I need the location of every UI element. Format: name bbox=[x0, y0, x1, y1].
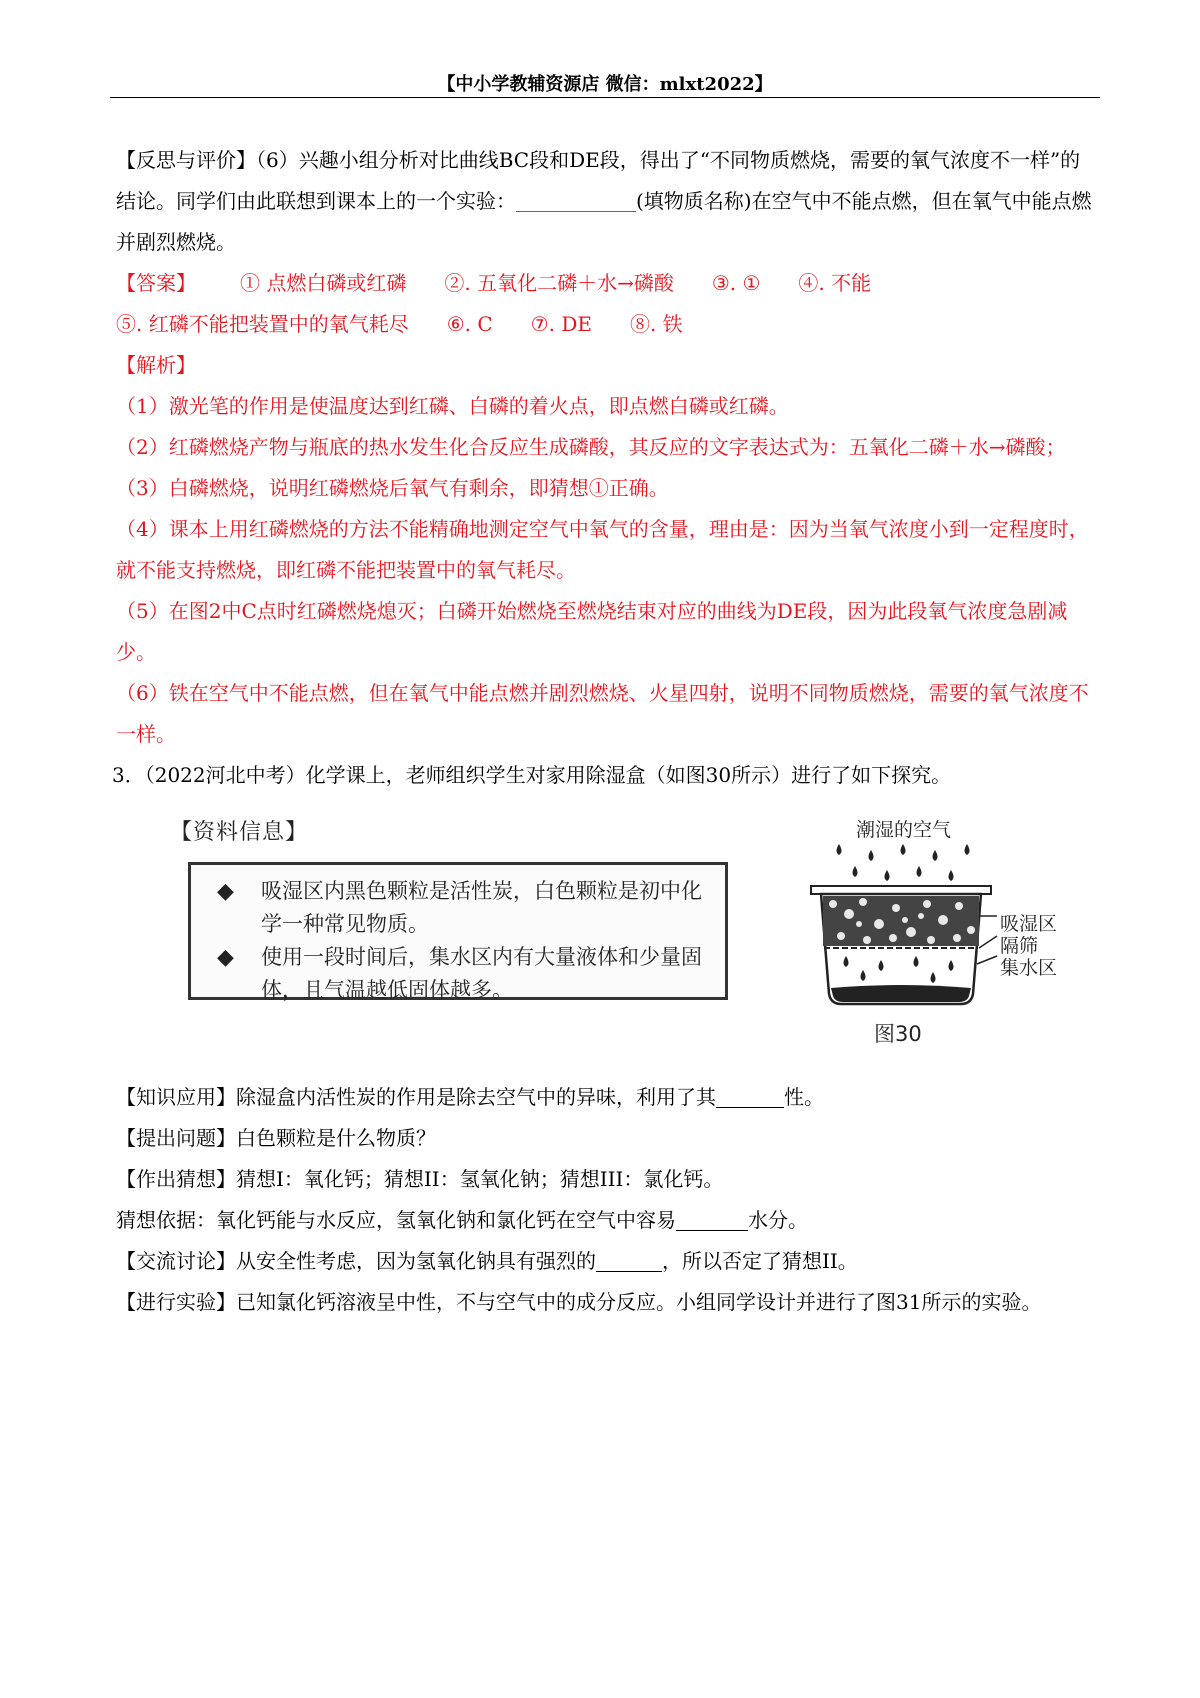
experiment-paragraph bbox=[116, 1282, 1096, 1323]
info-bullet-text: 吸湿区内黑色颗粒是活性炭，白色颗粒是初中化学一种常见物质。 bbox=[261, 879, 702, 936]
reflection-text-after: (填物质名称)在空气中不能点燃，但在氧气中能点燃并剧烈燃烧。 bbox=[116, 189, 1092, 254]
label-absorb-zone: 吸湿区 bbox=[1000, 913, 1058, 935]
discussion-blank[interactable] bbox=[596, 1247, 662, 1272]
knowledge-text-after: 性。 bbox=[784, 1085, 824, 1109]
leader-line bbox=[977, 956, 997, 964]
hypothesis-text: 猜想I：氧化钙；猜想II：氢氧化钠；猜想III：氯化钙。 bbox=[236, 1167, 724, 1191]
diamond-bullet-icon: ◆ bbox=[217, 879, 234, 904]
label-humid-air: 潮湿的空气 bbox=[856, 819, 952, 841]
hypothesis-paragraph bbox=[116, 1159, 1096, 1200]
document-body bbox=[112, 140, 1096, 1323]
answer-item: ⑤. 红磷不能把装置中的氧气耗尽 bbox=[116, 312, 409, 336]
knowledge-blank[interactable] bbox=[716, 1083, 784, 1108]
knowledge-tag: 【知识应用】 bbox=[116, 1085, 236, 1109]
answer-item: ⑦. DE bbox=[530, 312, 592, 336]
discussion-text-after: ，所以否定了猜想II。 bbox=[662, 1249, 858, 1273]
knowledge-text-before: 除湿盒内活性炭的作用是除去空气中的异味，利用了其 bbox=[236, 1085, 716, 1109]
leader-line bbox=[979, 936, 997, 948]
label-screen: 隔筛 bbox=[1000, 935, 1039, 957]
question3-intro: 3．（2022河北中考）化学课上，老师组织学生对家用除湿盒（如图30所示）进行了如下探究。 bbox=[112, 763, 952, 787]
basis-paragraph bbox=[116, 1200, 1096, 1241]
reflection-blank[interactable] bbox=[516, 187, 636, 212]
question-tag: 【提出问题】 bbox=[116, 1126, 236, 1150]
figure-caption: 图30 bbox=[874, 1022, 922, 1046]
answer-item: ③. ① bbox=[711, 271, 761, 295]
reflection-paragraph bbox=[116, 140, 1096, 263]
info-bullet bbox=[209, 875, 711, 941]
answer-item: ④. 不能 bbox=[798, 271, 872, 295]
analysis-item: （1）激光笔的作用是使温度达到红磷、白磷的着火点，即点燃白磷或红磷。 bbox=[116, 394, 789, 418]
analysis-tag: 【解析】 bbox=[116, 353, 196, 377]
basis-blank[interactable] bbox=[676, 1206, 748, 1231]
info-bullet bbox=[209, 941, 711, 1007]
answer-item: ⑥. C bbox=[446, 312, 493, 336]
diamond-bullet-icon: ◆ bbox=[217, 945, 234, 970]
answer-paragraph bbox=[116, 263, 1096, 345]
basis-text-after: 水分。 bbox=[748, 1208, 808, 1232]
info-title: 【资料信息】 bbox=[170, 820, 309, 845]
page-header: 【中小学教辅资源店 微信：mlxt2022】 bbox=[437, 74, 773, 95]
answer-tag: 【答案】 bbox=[116, 271, 196, 295]
discussion-tag: 【交流讨论】 bbox=[116, 1249, 236, 1273]
info-bullet-text: 使用一段时间后，集水区内有大量液体和少量固体，且气温越低固体越多。 bbox=[261, 945, 702, 1002]
knowledge-paragraph bbox=[116, 1077, 1096, 1118]
discussion-text-before: 从安全性考虑，因为氢氧化钠具有强烈的 bbox=[236, 1249, 596, 1273]
reflection-text-before: （6）兴趣小组分析对比曲线BC段和DE段，得出了“不同物质燃烧，需要的氧气浓度不一样”的结论。同学们由此联想到课本上的一个实验： bbox=[116, 148, 1081, 213]
analysis-item: （6）铁在空气中不能点燃，但在氧气中能点燃并剧烈燃烧、火星四射，说明不同物质燃烧，需要的氧气浓度不一样。 bbox=[116, 681, 1089, 746]
analysis-item: （4）课本上用红磷燃烧的方法不能精确地测定空气中氧气的含量，理由是：因为当氧气浓度小到一定程度时，就不能支持燃烧，即红磷不能把装置中的氧气耗尽。 bbox=[116, 517, 1089, 582]
analysis-item: （5）在图2中C点时红磷燃烧熄灭；白磷开始燃烧至燃烧结束对应的曲线为DE段，因为此段氧气浓度急剧减少。 bbox=[116, 599, 1068, 664]
experiment-tag: 【进行实验】 bbox=[116, 1290, 236, 1314]
question-text: 白色颗粒是什么物质？ bbox=[236, 1126, 436, 1150]
discussion-paragraph bbox=[116, 1241, 1096, 1282]
collected-liquid bbox=[831, 985, 971, 1002]
question-paragraph bbox=[116, 1118, 1096, 1159]
question3-figure-area bbox=[116, 804, 1096, 1059]
answer-item: ① 点燃白磷或红磷 bbox=[240, 271, 407, 295]
answer-item: ⑧. 铁 bbox=[629, 312, 683, 336]
answer-item: ②. 五氧化二磷＋水→磷酸 bbox=[444, 271, 674, 295]
info-box bbox=[188, 862, 728, 1000]
label-water-zone: 集水区 bbox=[1000, 957, 1058, 979]
experiment-text: 已知氯化钙溶液呈中性，不与空气中的成分反应。小组同学设计并进行了图31所示的实验。 bbox=[236, 1290, 1042, 1314]
analysis-item: （2）红磷燃烧产物与瓶底的热水发生化合反应生成磷酸，其反应的文字表达式为：五氧化二磷＋水→磷酸； bbox=[116, 435, 1066, 459]
reflection-tag: 【反思与评价】 bbox=[116, 148, 256, 172]
basis-text-before: 猜想依据：氧化钙能与水反应，氢氧化钠和氯化钙在空气中容易 bbox=[116, 1208, 676, 1232]
analysis-item: （3）白磷燃烧，说明红磷燃烧后氧气有剩余，即猜想①正确。 bbox=[116, 476, 669, 500]
header-rule bbox=[110, 97, 1100, 98]
hypothesis-tag: 【作出猜想】 bbox=[116, 1167, 236, 1191]
